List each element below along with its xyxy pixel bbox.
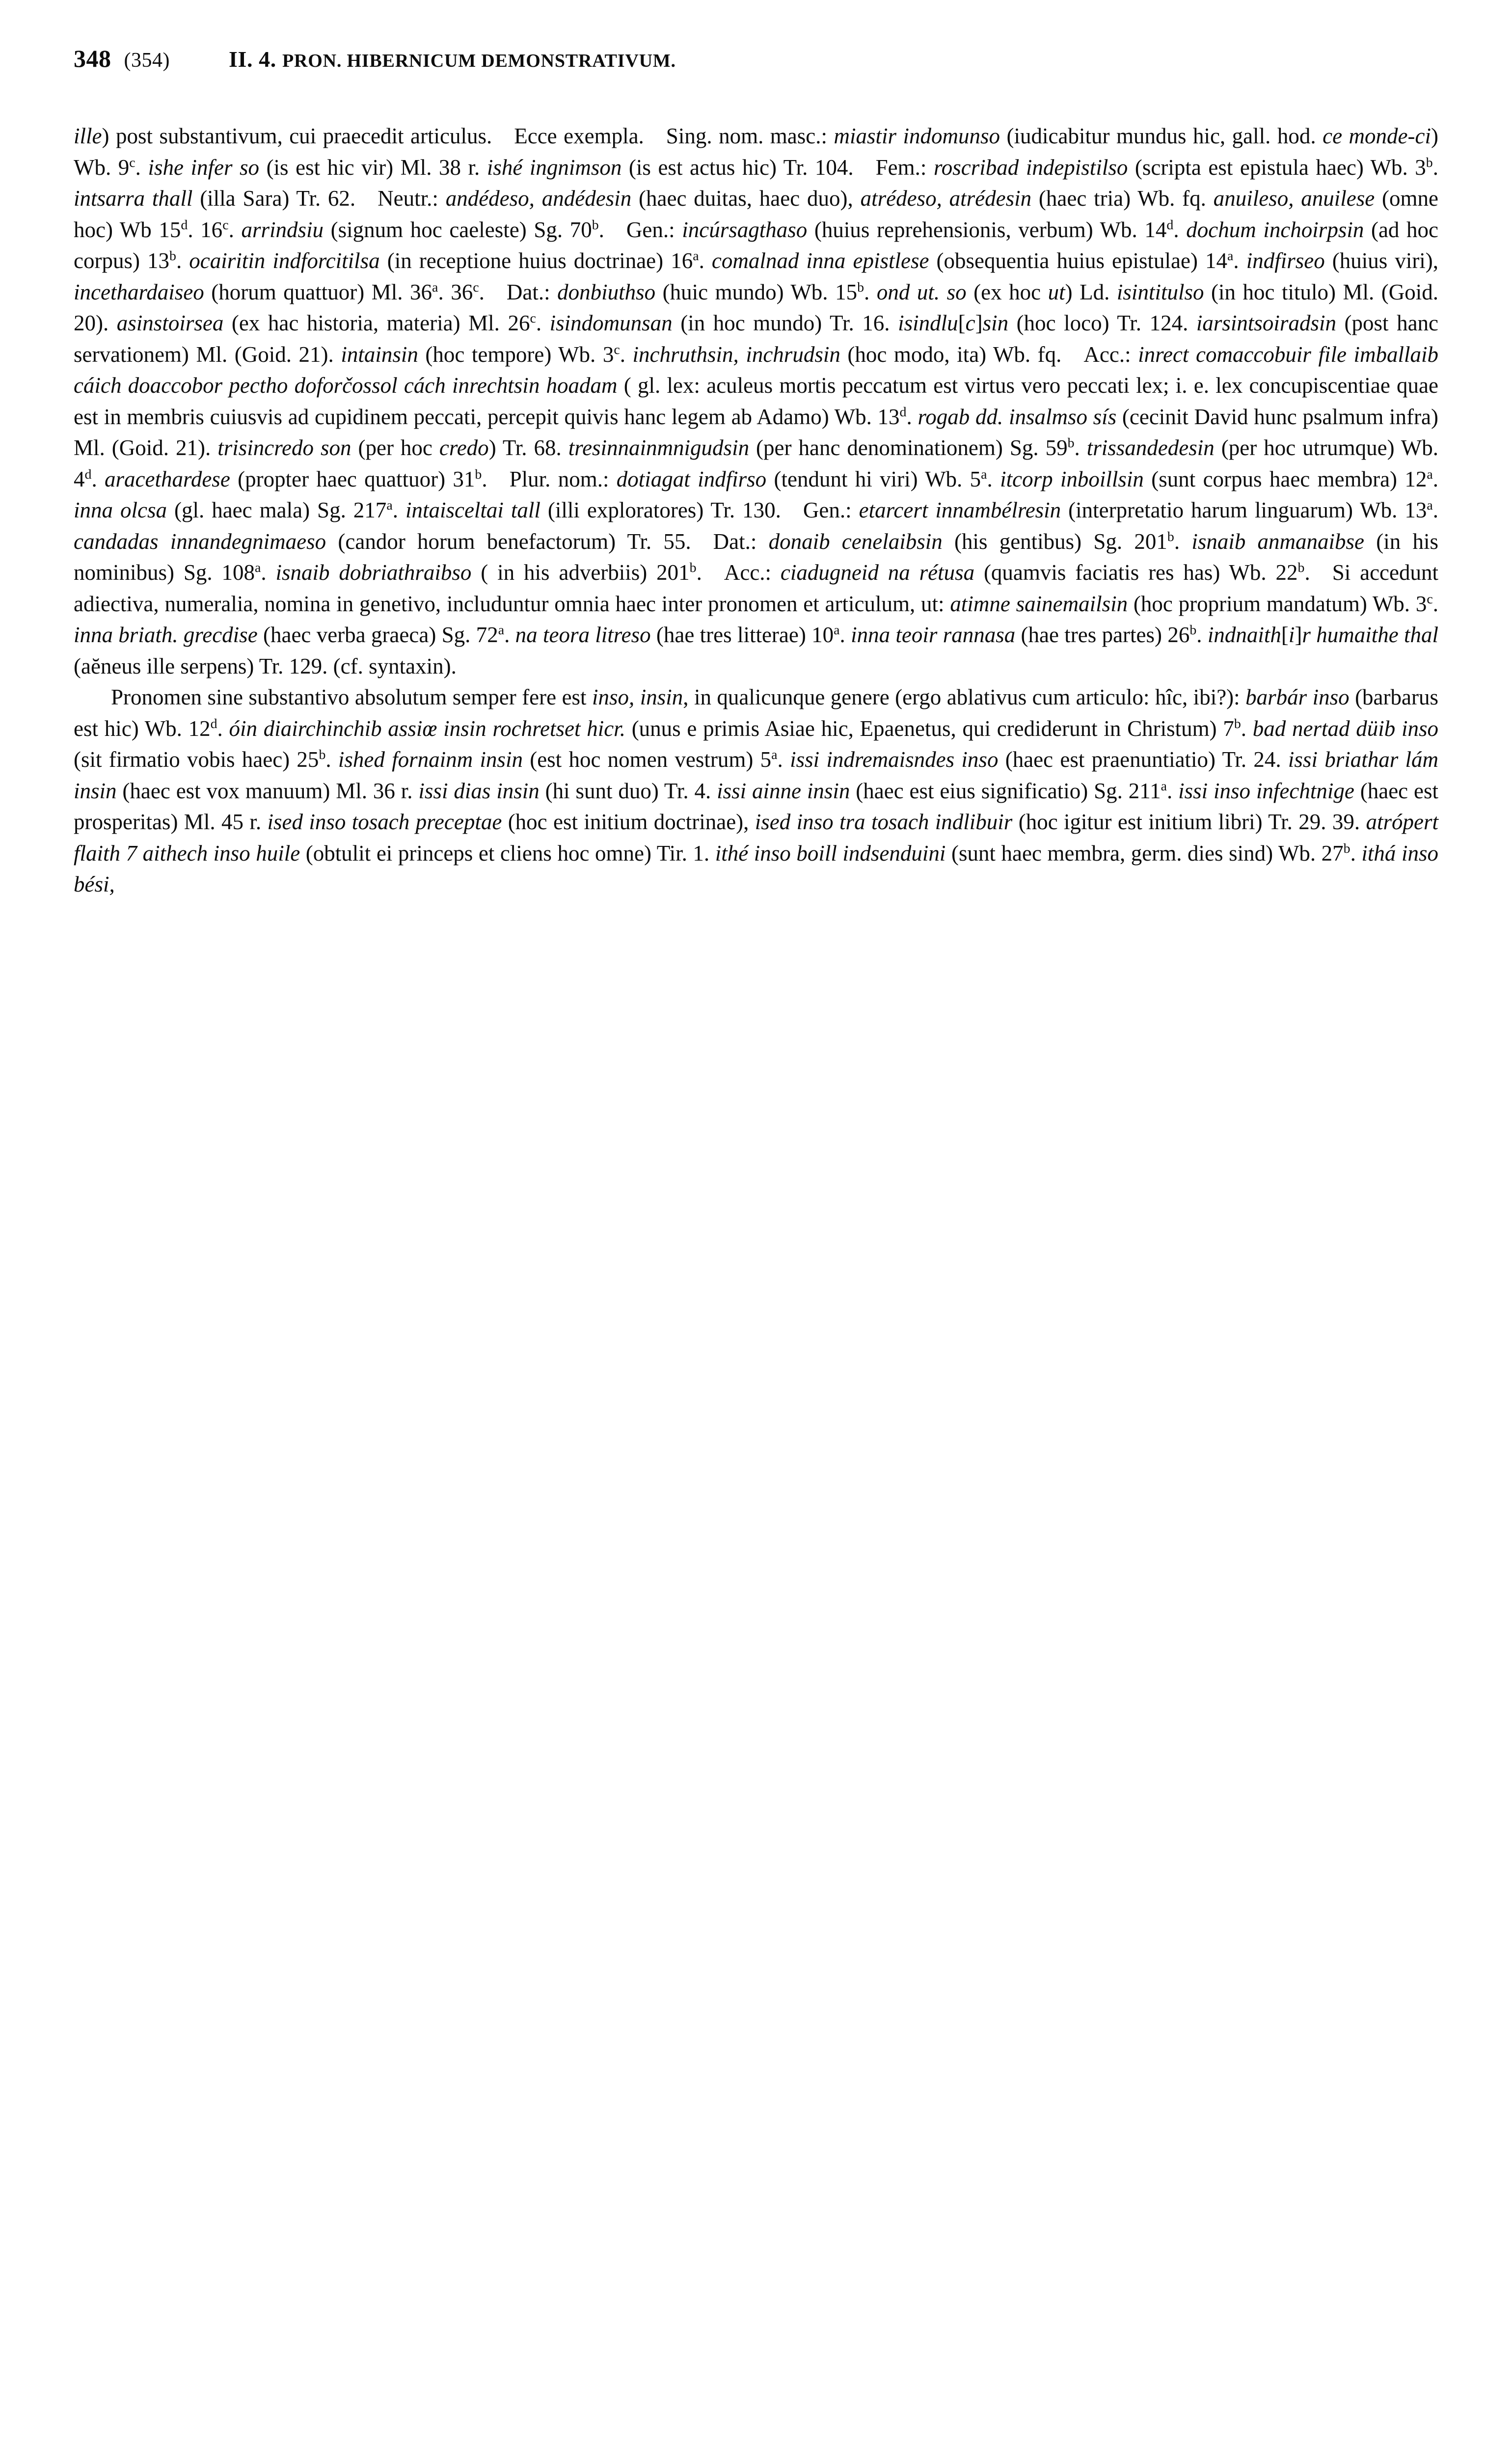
page-number: 348 (74, 45, 111, 72)
running-head (74, 44, 1438, 79)
paragraph-demonstrative-examples: ille) post substantivum, cui praecedit articulus. Ecce exempla. Sing. nom. masc.: miastir indomunso (iudicabitur mundus hic, gall. hod. ce monde-ci) Wb. 9$^c$. ishe infer so (is est hic vir) Ml. 38 r. ishé ingnimson (is est actus hic) Tr. 104. Fem.: roscribad indepistilso (scripta est epistula haec) Wb. 3$^b$. intsarra thall (illa Sara) Tr. 62. Neutr.: andédeso, andédesin (haec duitas, haec duo), atrédeso, atrédesin (haec tria) Wb. fq. anuileso, anuilese (omne hoc) Wb 15$^d$. 16$^c$. arrindsiu (signum hoc caeleste) Sg. 70$^b$. Gen.: incúrsagthaso (huius reprehensionis, verbum) Wb. 14$^d$. dochum inchoirpsin (ad hoc corpus) 13$^b$. ocairitin indforcitilsa (in receptione huius doctrinae) 16$^a$. comalnad inna epistlese (obsequentia huius epistulae) 14$^a$. indfirseo (huius viri), incethardaiseo (horum quattuor) Ml. 36$^a$. 36$^c$. Dat.: donbiuthso (huic mundo) Wb. 15$^b$. ond ut. so (ex hoc ut) Ld. isintitulso (in hoc titulo) Ml. (Goid. 20). asinstoirsea (ex hac historia, materia) Ml. 26$^c$. isindomunsan (in hoc mundo) Tr. 16. isindlu[c]sin (hoc loco) Tr. 124. iarsintsoiradsin (post hanc servationem) Ml. (Goid. 21). intainsin (hoc tempore) Wb. 3$^c$. inchruthsin, inchrudsin (hoc modo, ita) Wb. fq. Acc.: inrect comaccobuir file imballaib cáich doaccobor pectho doforčossol cách inrechtsin hoadam ( gl. lex: aculeus mortis peccatum est virtus vero peccati lex; i. e. lex concupiscentiae quae est in membris cuiusvis ad cupidinem peccati, percepit quivis hanc legem ab Adamo) Wb. 13$^d$. rogab dd. insalmso sís (cecinit David hunc psalmum infra) Ml. (Goid. 21). trisincredo son (per hoc credo) Tr. 68. tresinnainmnigudsin (per hanc denominationem) Sg. 59$^b$. trissandedesin (per hoc utrumque) Wb. 4$^d$. aracethardese (propter haec quattuor) 31$^b$. Plur. nom.: dotiagat indfirso (tendunt hi viri) Wb. 5$^a$. itcorp inboillsin (sunt corpus haec membra) 12$^a$. inna olcsa (gl. haec mala) Sg. 217$^a$. intaisceltai tall (illi exploratores) Tr. 130. Gen.: etarcert innambélresin (interpretatio harum linguarum) Wb. 13$^a$. candadas innandegnimaeso (candor horum benefactorum) Tr. 55. Dat.: donaib cenelaibsin (his gentibus) Sg. 201$^b$. isnaib anmanaibse (in his nominibus) Sg. 108$^a$. isnaib dobriathraibso ( in his adverbiis) 201$^b$. Acc.: ciadugneid na rétusa (quamvis faciatis res has) Wb. 22$^b$. Si accedunt adiectiva, numeralia, nomina in genetivo, includuntur omnia haec inter pronomen et articulum, ut: atimne sainemailsin (hoc proprium mandatum) Wb. 3$^c$. inna briath. grecdise (haec verba graeca) Sg. 72$^a$. na teora litreso (hae tres litterae) 10$^a$. inna teoir rannasa (hae tres partes) 26$^b$. indnaith[i]r humaithe thal (aĕneus ille serpens) Tr. 129. (cf. syntaxin). (74, 124, 1439, 678)
running-head-section: II. 4. (228, 47, 276, 72)
running-head-subject: PRON. HIBERNICUM DEMONSTRATIVUM. (282, 51, 676, 71)
alternate-page-number: (354) (124, 49, 170, 72)
paragraph-absolute-pronoun: Pronomen sine substantivo absolutum semper fere est inso, insin, in qualicunque genere (ergo ablativus cum articulo: hîc, ibi?): barbár inso (barbarus est hic) Wb. 12$^d$. óin diairchinchib assiœ insin rochretset hicr. (unus e primis Asiae hic, Epaenetus, qui crediderunt in Christum) 7$^b$. bad nertad düib inso (sit firmatio vobis haec) 25$^b$. ished fornainm insin (est hoc nomen vestrum) 5$^a$. issi indremaisndes inso (haec est praenuntiatio) Tr. 24. issi briathar lám insin (haec est vox manuum) Ml. 36 r. issi dias insin (hi sunt duo) Tr. 4. issi ainne insin (haec est eius significatio) Sg. 211$^a$. issi inso infechtnige (haec est prosperitas) Ml. 45 r. ised inso tosach preceptae (hoc est initium doctrinae), ised inso tra tosach indlibuir (hoc igitur est initium libri) Tr. 29. 39. atrópert flaith 7 aithech inso huile (obtulit ei princeps et cliens hoc omne) Tir. 1. ithé inso boill indsenduini (sunt haec membra, germ. dies sind) Wb. 27$^b$. ithá inso bési, (74, 685, 1439, 896)
running-head-title (229, 46, 676, 72)
body-text (74, 121, 1438, 900)
